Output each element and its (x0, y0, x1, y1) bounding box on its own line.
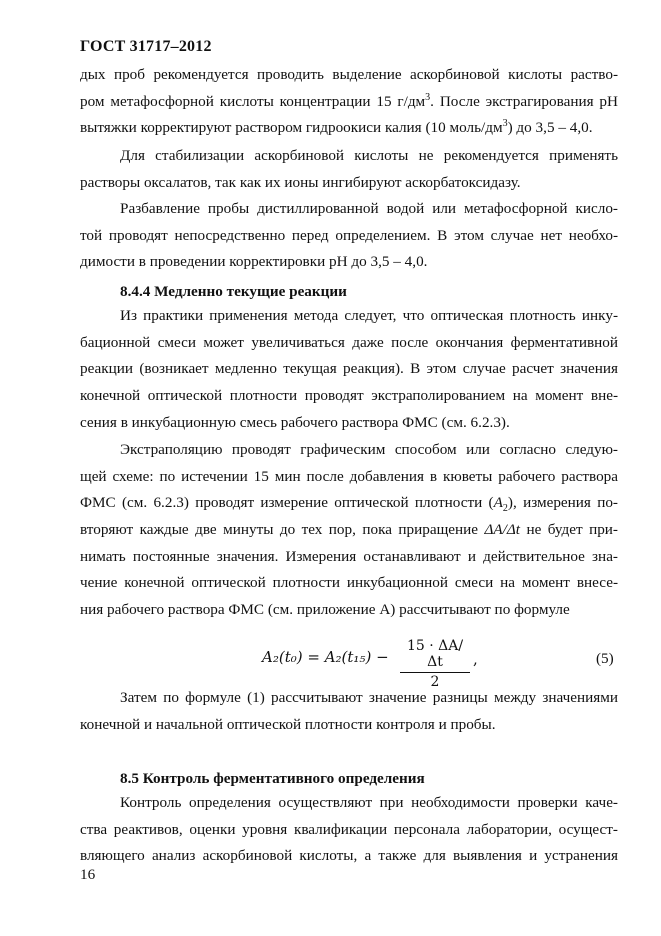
section-heading-8-4-4: 8.4.4 Медленно текущие реакции (120, 283, 347, 300)
text-line: конечной оптической плотности проводят экстраполированием на момент вне- (80, 387, 618, 405)
text-line: ФМС (см. 6.2.3) проводят измерение оптической плотности $(A_2)$, измерения по- (80, 494, 618, 515)
formula-denominator: 2 (430, 674, 440, 690)
paragraph-slow-reactions (80, 303, 618, 436)
paragraph-extraction (80, 62, 618, 142)
text-line: той проводят непосредственно перед определением. В этом случае нет необхо- (80, 226, 618, 244)
text-line: димости в проведении корректировки рН до 3,5 – 4,0. (80, 253, 428, 271)
text-line: бационной смеси может увеличиваться даже после окончания ферментативной (80, 333, 618, 351)
text-line: Экстраполяцию проводят графическим способом или согласно следую- (120, 441, 618, 458)
paragraph-extrapolation (80, 437, 618, 624)
page-number: 16 (80, 866, 96, 883)
text-line: реакции (возникает медленно текущая реакция). В этом случае расчет значения (80, 360, 618, 378)
text-line: Контроль определения осуществляют при необходимости проверки каче- (120, 794, 618, 811)
standard-header: ГОСТ 31717–2012 (80, 38, 212, 55)
text-line: щей схеме: по истечении 15 мин после добавления в кюветы рабочего раствора (80, 467, 618, 485)
fraction-bar (400, 672, 470, 673)
text-line: дых проб рекомендуется проводить выделение аскорбиновой кислоты раство- (80, 66, 618, 83)
text-line: вляющего анализ аскорбиновой кислоты, а также для выявления и устранения (80, 847, 618, 865)
formula-5 (262, 638, 492, 690)
text-line: нимать постоянные значения. Измерения останавливают и действительное зна- (80, 547, 618, 565)
formula-end: , (473, 650, 478, 668)
paragraph-difference (80, 685, 618, 738)
text-line: ства реактивов, оценки уровня квалификации персонала лаборатории, осущест- (80, 820, 618, 838)
text-line: конечной и начальной оптической плотности контроля и пробы. (80, 715, 496, 733)
formula-fraction (400, 638, 470, 690)
paragraph-stabilization (80, 143, 618, 196)
text-line: вытяжки корректируют раствором гидроокиси калия (10 моль/$дм^3$) до 3,5 – 4,0. (80, 118, 593, 137)
paragraph-dilution (80, 196, 618, 276)
text-line: ния рабочего раствора ФМС (см. приложение А) рассчитывают по формуле (80, 601, 570, 619)
equation-number: (5) (596, 650, 614, 667)
formula-numerator: 15 · ΔA/Δt (406, 638, 464, 670)
text-line: ром метафосфорной кислоты концентрации 15 $г/дм^3$. После экстрагирования рН (80, 91, 618, 110)
text-line: Для стабилизации аскорбиновой кислоты не рекомендуется применять (120, 147, 618, 164)
paragraph-control (80, 790, 618, 870)
formula-lhs: A₂(t₀) = A₂(t₁₅) − (262, 648, 389, 666)
text-line: растворы оксалатов, так как их ионы ингибируют аскорбатоксидазу. (80, 173, 521, 191)
text-line: вторяют каждые две минуты до тех пор, пока приращение ΔA/Δt не будет при- (80, 521, 618, 539)
text-line: Разбавление пробы дистиллированной водой или метафосфорной кисло- (120, 200, 618, 217)
text-line: чение конечной оптической плотности инкубационной смеси на момент внесе- (80, 574, 618, 592)
text-line: Затем по формуле (1) рассчитывают значение разницы между значениями (120, 689, 618, 706)
text-line: Из практики применения метода следует, что оптическая плотность инку- (120, 307, 618, 324)
text-line: сения в инкубационную смесь рабочего раствора ФМС (см. 6.2.3). (80, 413, 510, 431)
section-heading-8-5: 8.5 Контроль ферментативного определения (120, 770, 425, 787)
